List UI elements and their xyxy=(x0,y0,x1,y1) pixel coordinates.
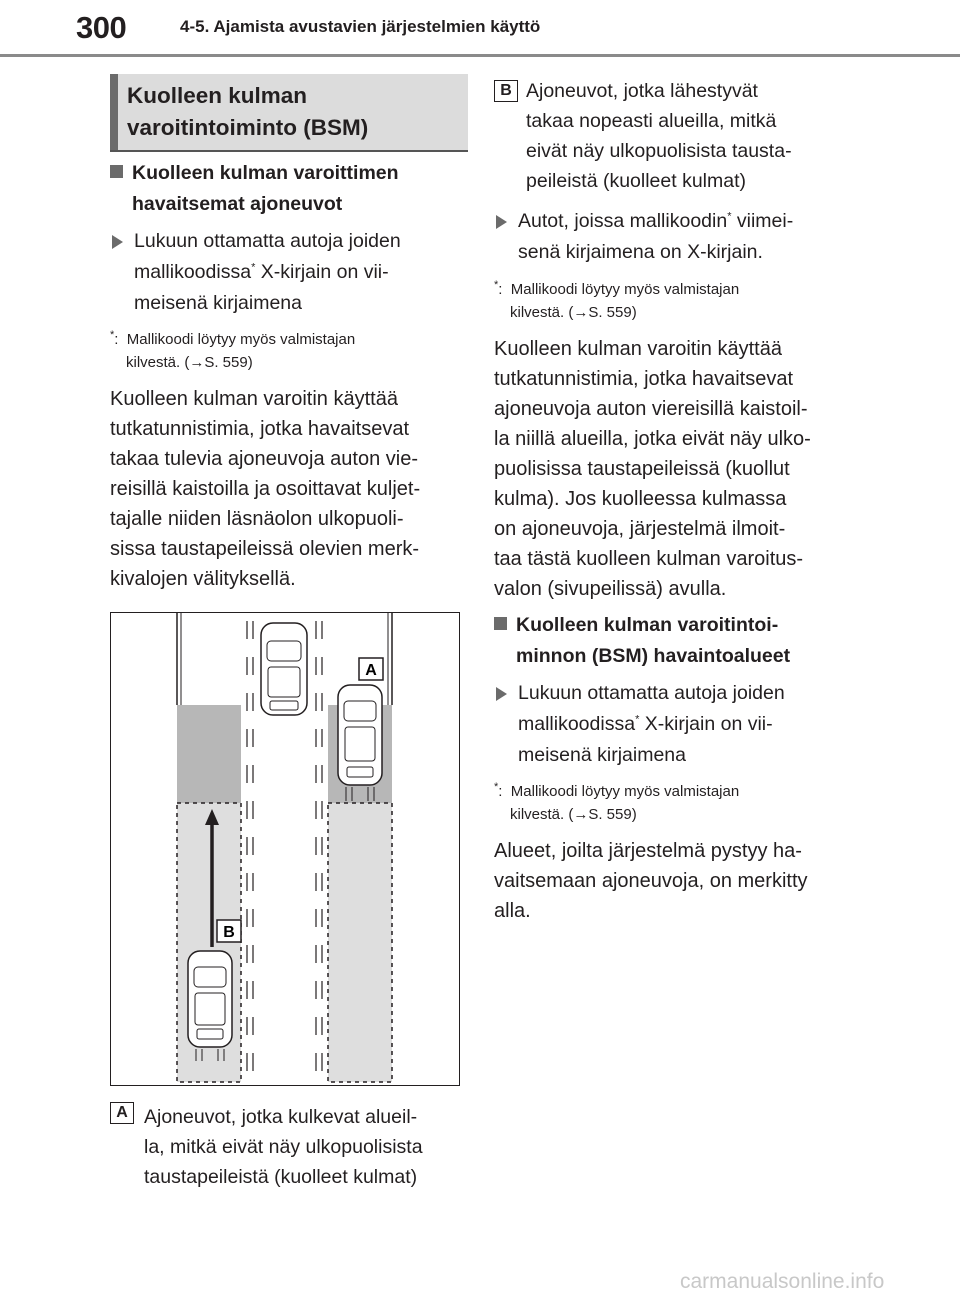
bullet-model-code-last: Autot, joissa mallikoodin* viimei- senä kirjaimena on X-kirjain. xyxy=(494,206,854,268)
diagram-label-a: A xyxy=(365,662,377,679)
page-header xyxy=(0,0,960,58)
legend-b-label: B xyxy=(494,80,518,102)
legend-b: B Ajoneuvot, jotka lähestyvät takaa nopeasti alueilla, mitkä eivät näy ulkopuolisista tausta- peileistä (kuolleet kulmat) xyxy=(494,76,854,196)
own-car-icon xyxy=(188,951,232,1061)
header-divider xyxy=(0,54,960,57)
legend-a-label: A xyxy=(110,1102,134,1124)
heading-line-1: Kuolleen kulman varoittimen xyxy=(132,162,399,184)
bullet-triangle-icon xyxy=(496,215,507,229)
road-illustration xyxy=(111,613,458,1084)
title-line-2: varoitintoiminto (BSM) xyxy=(127,115,369,140)
page-number: 300 xyxy=(76,10,127,45)
section-title: 4-5. Ajamista avustavien järjestelmien käyttö xyxy=(180,17,541,36)
title-box-text xyxy=(127,80,368,144)
bullet-line: meisenä kirjaimena xyxy=(134,292,302,314)
car-ahead-icon xyxy=(261,623,307,715)
heading-detected-vehicles xyxy=(110,158,399,220)
car-blind-spot-icon xyxy=(338,685,382,801)
bullet-line: mallikoodissa* X-kirjain on vii- xyxy=(134,261,389,283)
blind-spot-zone-left xyxy=(177,705,241,803)
heading-square-icon xyxy=(110,165,123,178)
heading-line-2: havaitsemat ajoneuvot xyxy=(132,193,343,215)
heading-detection-areas: Kuolleen kulman varoitintoi- minnon (BSM) havaintoalueet xyxy=(494,610,790,672)
bullet-model-code-2: Lukuun ottamatta autoja joiden mallikoodissa* X-kirjain on vii- meisenä kirjaimena xyxy=(494,678,854,771)
bsm-diagram xyxy=(110,612,460,1086)
legend-a: A Ajoneuvot, jotka kulkevat alueil- la, mitkä eivät näy ulkopuolisista taustapeileistä (kuolleet kulmat) xyxy=(110,1102,470,1192)
bullet-triangle-icon xyxy=(112,235,123,249)
bullet-model-code xyxy=(110,226,470,319)
title-box xyxy=(110,74,468,152)
footnote: *: Mallikoodi löytyy myös valmistajan kilvestä. (→S. 559) xyxy=(110,329,356,371)
paragraph-right: Kuolleen kulman varoitin käyttää tutkatunnistimia, jotka havaitsevat ajoneuvoja auton viereisillä kaistoil- la niillä alueilla, jotka eivät näy ulko- puolisissa taustapeileissä (kuollut kulma). Jos kuolleessa kulmassa on ajoneuvoja, järjestelmä ilmoit- taa tästä kuolleen kulman varoitus- valon (sivupeilissä) avulla. xyxy=(494,338,811,600)
paragraph-areas: Alueet, joilta järjestelmä pystyy ha- vaitsemaan ajoneuvoja, on merkitty alla. xyxy=(494,840,808,922)
footnote: *: Mallikoodi löytyy myös valmistajan kilvestä. (→S. 559) xyxy=(494,279,740,321)
bullet-triangle-icon xyxy=(496,687,507,701)
title-box-accent xyxy=(110,74,118,150)
footnote: *: Mallikoodi löytyy myös valmistajan kilvestä. (→S. 559) xyxy=(494,781,740,823)
diagram-label-b: B xyxy=(223,924,235,941)
approach-zone-right xyxy=(328,803,392,1082)
watermark: carmanualsonline.info xyxy=(680,1270,885,1293)
heading-square-icon xyxy=(494,617,507,630)
title-line-1: Kuolleen kulman xyxy=(127,83,308,108)
bullet-line: Lukuun ottamatta autoja joiden xyxy=(134,230,401,252)
paragraph-left: Kuolleen kulman varoitin käyttää tutkatunnistimia, jotka havaitsevat takaa tulevia ajoneuvoja auton vie- reisillä kaistoilla ja osoittavat kuljet- tajalle niiden läsnäolon ulkopuoli- sissa taustapeileissä olevien merk- kivalojen välityksellä. xyxy=(110,388,421,590)
